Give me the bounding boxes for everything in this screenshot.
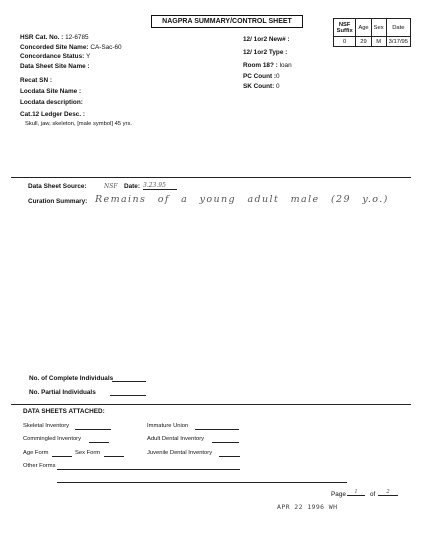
field-type: 12/ 1or2 Type : (243, 49, 288, 56)
col-nsf-suffix: NSF Suffix (334, 19, 356, 37)
left-fields (20, 34, 220, 110)
divider (11, 404, 411, 405)
adult-dental-inventory-label: Adult Dental Inventory (147, 436, 205, 442)
ledger-label: Cat.12 Ledger Desc. : (20, 111, 85, 118)
field-data-sheet-site: Data Sheet Site Name : (20, 62, 90, 70)
field-concorded-site: Concorded Site Name: CA-Sac-60 (20, 43, 122, 51)
sex-form-label: Sex Form (75, 450, 101, 456)
col-sex: Sex (371, 19, 386, 37)
age-form-label: Age Form (23, 450, 49, 456)
date-value: 3.23.95 (143, 182, 177, 190)
commingled-inventory-blank (89, 442, 109, 443)
age-form-blank (52, 456, 72, 457)
received-stamp: APR 22 1996 WH (277, 503, 338, 511)
curation-summary-value: Remains of a young adult male (29 y.o.) (95, 194, 389, 205)
right-fields (243, 36, 343, 94)
col-date: Date (386, 19, 410, 37)
curation-summary-label: Curation Summary: (28, 198, 88, 205)
date-label: Date: (124, 183, 140, 190)
other-forms-label: Other Forms (23, 463, 56, 469)
other-forms-blank (57, 469, 240, 470)
field-hsr-cat: HSR Cat. No. : 12-6785 (20, 34, 89, 41)
of-label: of (370, 491, 376, 498)
partial-individuals-label: No. Partial Individuals (29, 389, 96, 396)
juvenile-dental-inventory-label: Juvenile Dental Inventory (147, 450, 213, 456)
val-date: 3/17/95 (386, 37, 410, 47)
val-nsf-suffix: 0 (334, 37, 356, 47)
ledger-text: Skull, jaw, skeleton, [male symbol] 45 yrs. (25, 121, 132, 127)
juvenile-dental-inventory-blank (219, 456, 240, 457)
partial-individuals-blank (110, 395, 146, 396)
field-locdata-site: Locdata Site Name : (20, 87, 82, 95)
field-locdata-desc: Locdata description: (20, 98, 83, 106)
field-room-18: Room 18? : loan (243, 62, 292, 69)
skeletal-inventory-label: Skeletal Inventory (23, 423, 70, 429)
data-sheet-source-value: NSF (104, 183, 118, 190)
commingled-inventory-label: Commingled Inventory (23, 436, 81, 442)
page-total: 2 (378, 489, 398, 496)
col-age: Age (356, 19, 371, 37)
field-pc-count: PC Count :0 (243, 72, 280, 80)
field-concordance-status: Concordance Status: Y (20, 53, 91, 60)
complete-individuals-label: No. of Complete Individuals (29, 375, 114, 382)
sex-form-blank (104, 456, 124, 457)
val-sex: M (371, 37, 386, 47)
val-age: 29 (356, 37, 371, 47)
immature-union-blank (195, 429, 239, 430)
page-label: Page (331, 491, 346, 498)
data-sheet-source-label: Data Sheet Source: (28, 183, 87, 190)
other-forms-blank-2 (57, 482, 347, 483)
complete-individuals-blank (112, 381, 146, 382)
page-number: 1 (347, 489, 365, 496)
field-sk-count: SK Count: 0 (243, 83, 280, 90)
data-sheets-attached-title: DATA SHEETS ATTACHED: (23, 408, 105, 415)
divider (11, 177, 411, 178)
skeletal-inventory-blank (75, 429, 111, 430)
sheet-title: NAGPRA SUMMARY/CONTROL SHEET (151, 15, 303, 28)
nsf-age-sex-date-table (333, 18, 411, 47)
adult-dental-inventory-blank (212, 442, 239, 443)
field-recat-sn: Recat SN : (20, 76, 52, 84)
field-new-number: 12/ 1or2 New# : (243, 36, 290, 43)
immature-union-label: Immature Union (147, 423, 189, 429)
